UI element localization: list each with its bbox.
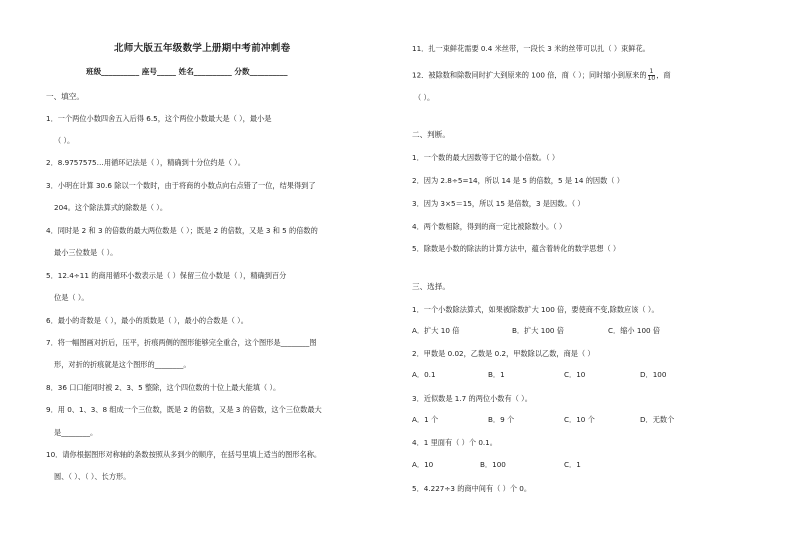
judge-item: 5．除数是小数的除法的计算方法中，蕴含着转化的数学思想（ ） <box>412 244 621 253</box>
question-line: 5．12.4÷11 的商用循环小数表示是（ ）保留三位小数是（ ），精确到百分 <box>46 271 287 280</box>
question-line: 位是（ ）。 <box>54 293 89 302</box>
choice-option: B．100 <box>480 460 506 469</box>
judge-item: 2．因为 2.8÷5=14，所以 14 是 5 的倍数，5 是 14 的因数（ ） <box>412 176 624 185</box>
choice-option: D．无数个 <box>640 415 675 424</box>
page-title: 北师大版五年级数学上册期中考前冲刺卷 <box>114 43 291 54</box>
question-line: （ ）。 <box>54 136 75 145</box>
question-line: 4．同时是 2 和 3 的倍数的最大两位数是（ ）；既是 2 的倍数，又是 3 和 5 的倍数的 <box>46 226 318 235</box>
choice-question: 4．1 里面有（ ）个 0.1。 <box>412 438 497 447</box>
fraction <box>648 69 656 82</box>
question-line: 9．用 0、1、3、8 组成一个三位数，既是 2 的倍数，又是 3 的倍数，这个三位数最大 <box>46 405 322 414</box>
question-line: 形，对折的折痕就是这个图形的________。 <box>54 360 191 369</box>
choice-option: A．10 <box>412 460 434 469</box>
fraction-denominator: 10 <box>647 75 656 82</box>
section-choice: 三、选择。 <box>412 282 450 291</box>
question-line: 6．最小的奇数是（ ），最小的质数是（ ），最小的合数是（ ）。 <box>46 316 248 325</box>
fraction-numerator: 1 <box>649 68 654 75</box>
question-line: 是________。 <box>54 428 98 437</box>
question-12-text: 12．被除数和除数同时扩大到原来的 100 倍，商（ ）；同时缩小到原来的 <box>412 70 647 80</box>
question-line: 10．请你根据图形对称轴的条数按照从多到少的顺序，在括号里填上适当的图形名称。 <box>46 450 322 459</box>
question-line: 圆、（ ）、（ ）、长方形。 <box>54 472 131 481</box>
choice-option: B．1 <box>488 370 505 379</box>
choice-option: A．扩大 10 倍 <box>412 326 460 335</box>
choice-option: D．100 <box>640 370 667 379</box>
question-12-tail: ，商 <box>656 70 671 80</box>
judge-item: 3．因为 3×5＝15，所以 15 是倍数，3 是因数。（ ） <box>412 199 585 208</box>
section-fill-in: 一、填空。 <box>46 92 84 101</box>
choice-option: B．9 个 <box>488 415 515 424</box>
choice-option: A．1 个 <box>412 415 439 424</box>
question-line: 最小三位数是（ ）。 <box>54 248 118 257</box>
choice-option: C．10 <box>564 370 586 379</box>
question-line: 8．36 口口能同时被 2、3、5 整除，这个四位数的十位上最大能填（ ）。 <box>46 383 281 392</box>
question-12 <box>412 69 671 82</box>
question-line: 3．小明在计算 30.6 除以一个数时，由于将商的小数点向右点错了一位，结果得到了 <box>46 181 316 190</box>
choice-question: 3．近似数是 1.7 的两位小数有（ ）。 <box>412 394 532 403</box>
judge-item: 1．一个数的最大因数等于它的最小倍数。（ ） <box>412 153 560 162</box>
choice-option: B．扩大 100 倍 <box>512 326 564 335</box>
choice-option: C．1 <box>564 460 581 469</box>
question-line: 204。这个除法算式的除数是（ ）。 <box>54 203 168 212</box>
question-line: 2．8.9757575…用循环记法是（ ），精确到十分位约是（ ）。 <box>46 158 245 167</box>
judge-item: 4．两个数相除，得到的商一定比被除数小。（ ） <box>412 222 567 231</box>
choice-question: 5．4.227÷3 的商中间有（ ）个 0。 <box>412 484 532 493</box>
question-12-blank: （ ）。 <box>414 93 435 102</box>
choice-option: A．0.1 <box>412 370 436 379</box>
section-judge: 二、判断。 <box>412 130 450 139</box>
choice-question: 2．甲数是 0.02，乙数是 0.2，甲数除以乙数，商是（ ） <box>412 349 595 358</box>
question-line: 7．将一幅图画对折后，压平，折痕两侧的图形能够完全重合，这个图形是________图 <box>46 338 317 347</box>
question-line: 1．一个两位小数四舍五入后得 6.5，这个两位小数最大是（ ），最小是 <box>46 114 272 123</box>
choice-question: 1．一个小数除法算式，如果被除数扩大 100 倍，要使商不变,除数应该（ ）。 <box>412 305 659 314</box>
choice-option: C．缩小 100 倍 <box>608 326 661 335</box>
student-info-line: 班级__________ 座号_____ 姓名__________ 分数__________ <box>86 67 288 76</box>
choice-option: C．10 个 <box>564 415 595 424</box>
question-11: 11．扎一束鲜花需要 0.4 米丝带，一段长 3 米的丝带可以扎（ ）束鲜花。 <box>412 44 650 53</box>
